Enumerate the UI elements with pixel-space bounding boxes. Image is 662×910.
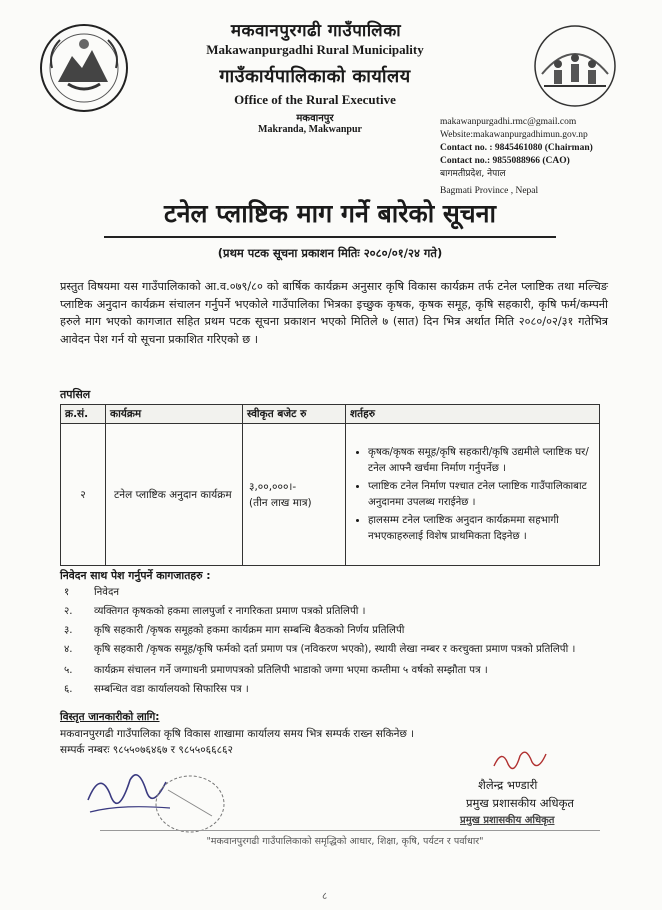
- budget-words: (तीन लाख मात्र): [249, 496, 312, 509]
- municipality-name-np: मकवानपुरगढी गाउँपालिका: [230, 21, 402, 41]
- info-line: मकवानपुरगढी गाउँपालिका कृषि विकास शाखामा कार्यालय समय भित्र सम्पर्क राख्न सकिनेछ ।: [60, 728, 415, 740]
- list-item: [56, 642, 606, 657]
- footer-rule: [100, 830, 600, 831]
- condition-item: • कृषक/कृषक समूह/कृषि सहकारी/कृषि उद्यमीले प्लाष्टिक घर/टनेल आफ्नै खर्चमा निर्माण गर्नुपर्नेछ ।: [368, 445, 593, 476]
- info-phone: सम्पर्क नम्बरः ९८५५०७६४६७ र ९८५५०६६८६२: [60, 744, 233, 756]
- doc-text: निवेदन: [94, 587, 120, 598]
- right-signature-scribble: [490, 744, 550, 778]
- contact-cao: Contact no.: 9855088966 (CAO): [440, 156, 570, 166]
- table-row: [61, 424, 600, 566]
- notice-subtitle: (प्रथम पटक सूचना प्रकाशन मितिः २०८०/०१/२४ गते): [217, 246, 443, 260]
- row-sn: २: [61, 424, 106, 566]
- doc-text: कार्यक्रम संचालन गर्ने जग्गाधनी प्रमाणपत्रको प्रतिलिपी भाडाको जग्गा भएमा कम्तीमा ५ वर्षको सम्झौता पत्र ।: [94, 665, 488, 676]
- list-item: [56, 682, 606, 697]
- condition-item: • प्लाष्टिक टनेल निर्माण पश्चात टनेल प्लाष्टिक गाउँपालिकाबाट अनुदानमा उपलब्ध गराईनेछ ।: [368, 479, 593, 510]
- doc-text: सम्बन्धित वडा कार्यालयको सिफारिस पत्र ।: [94, 684, 249, 695]
- title-underline: [104, 236, 556, 238]
- list-item: [56, 663, 606, 678]
- doc-num: ६.: [64, 684, 73, 695]
- doc-num: २.: [64, 606, 73, 617]
- doc-num: ५.: [64, 665, 73, 676]
- info-heading: विस्तृत जानकारीको लागि:: [60, 711, 160, 723]
- col-budget: स्वीकृत बजेट रु: [243, 405, 346, 424]
- col-sn: क्र.सं.: [61, 405, 106, 424]
- office-name-np: गाउँकार्यपालिकाको कार्यालय: [219, 66, 411, 87]
- budget-amount: ३,००,०००।-: [249, 480, 297, 493]
- footer-slogan: "मकवानपुरगढी गाउँपालिकाको समृद्धिको आधार, शिक्षा, कृषि, पर्यटन र पर्वाधार": [206, 836, 484, 847]
- col-conditions: शर्तहरु: [346, 405, 600, 424]
- doc-text: कृषि सहकारी /कृषक समूहको हकमा कार्यक्रम माग सम्बन्धि बैठकको निर्णय प्रतिलिपी: [94, 625, 405, 636]
- conditions-list: [352, 445, 593, 544]
- signer-name: शैलेन्द्र भण्डारी: [478, 778, 538, 792]
- location-en: Makranda, Makwanpur: [258, 124, 362, 135]
- signer-stamp-role: प्रमुख प्रशासकीय अधिकृत: [460, 815, 555, 826]
- details-label: तपसिल: [60, 388, 91, 401]
- doc-num: ४.: [64, 644, 73, 655]
- contact-block: [440, 116, 650, 198]
- doc-text: कृषि सहकारी /कृषक समूह/कृषि फर्मको दर्ता प्रमाण पत्र (नविकरण भएको), स्थायी लेखा नम्बर र करचुक्ता प्रमाण पत्रको प्रतिलिपी ।: [94, 644, 576, 655]
- nepal-emblem-logo: [38, 22, 130, 114]
- row-program: टनेल प्लाष्टिक अनुदान कार्यक्रम: [106, 424, 243, 566]
- contact-province-np: बागमतीप्रदेश, नेपाल: [440, 169, 506, 179]
- notice-title: टनेल प्लाष्टिक माग गर्ने बारेको सूचना: [163, 199, 497, 228]
- documents-heading: निवेदन साथ पेश गर्नुपर्ने कागजातहरु :: [60, 569, 211, 582]
- municipality-logo: [528, 24, 622, 108]
- documents-list: [56, 585, 606, 697]
- municipality-name-en: Makawanpurgadhi Rural Municipality: [206, 42, 424, 57]
- doc-num: ३.: [64, 625, 73, 636]
- contact-chairman: Contact no. : 9845461080 (Chairman): [440, 143, 593, 153]
- left-signature-stamp: [80, 760, 230, 840]
- page-number: ८: [322, 891, 328, 902]
- signer-role: प्रमुख प्रशासकीय अधिकृत: [466, 796, 574, 810]
- contact-province-en: Bagmati Province , Nepal: [440, 186, 539, 196]
- notice-paragraph: प्रस्तुत विषयमा यस गाउँपालिकाको आ.व.०७९/८० को बार्षिक कार्यक्रम अनुसार कृषि विकास कार्यक्रम तर्फ टनेल प्लाष्टिक तथा मल्चिङ प्लाष्टिक अनुदान कार्यक्रम संचालन गर्नुपर्ने भएकोले गाउँपालिका भित्रका इच्छुक कृषक, कृषक समूह, कृषि सहकारी, कृषि फर्म/कम्पनी हरुले माग भएको कागजात सहित प्रथम पटक सूचना प्रकाशन भएको मितिले ७ (सात) दिन भित्र अर्थात मिति २०८०/०२/३१ गतेभित्र आवेदन पेश गर्न यो सूचना प्रकाशित गरिएको छ ।: [60, 280, 608, 346]
- location-np: मकवानपुर: [296, 113, 334, 124]
- row-conditions: [346, 424, 600, 566]
- list-item: [56, 604, 606, 619]
- row-budget: [243, 424, 346, 566]
- condition-item: • हालसम्म टनेल प्लाष्टिक अनुदान कार्यक्रममा सहभागी नभएकाहरुलाई विशेष प्राथमिकता दिइनेछ ।: [368, 513, 593, 544]
- doc-text: व्यक्तिगत कृषकको हकमा लालपुर्जा र नागरिकता प्रमाण पत्रको प्रतिलिपी ।: [94, 606, 366, 617]
- program-table: [60, 404, 600, 566]
- contact-email[interactable]: makawanpurgadhi.rmc@gmail.com: [440, 117, 577, 127]
- table-header-row: [61, 405, 600, 424]
- office-name-en: Office of the Rural Executive: [234, 92, 396, 107]
- doc-num: १: [64, 587, 70, 598]
- col-program: कार्यक्रम: [106, 405, 243, 424]
- contact-website[interactable]: Website:makawanpurgadhimun.gov.np: [440, 130, 588, 140]
- list-item: [56, 585, 606, 600]
- list-item: [56, 623, 606, 638]
